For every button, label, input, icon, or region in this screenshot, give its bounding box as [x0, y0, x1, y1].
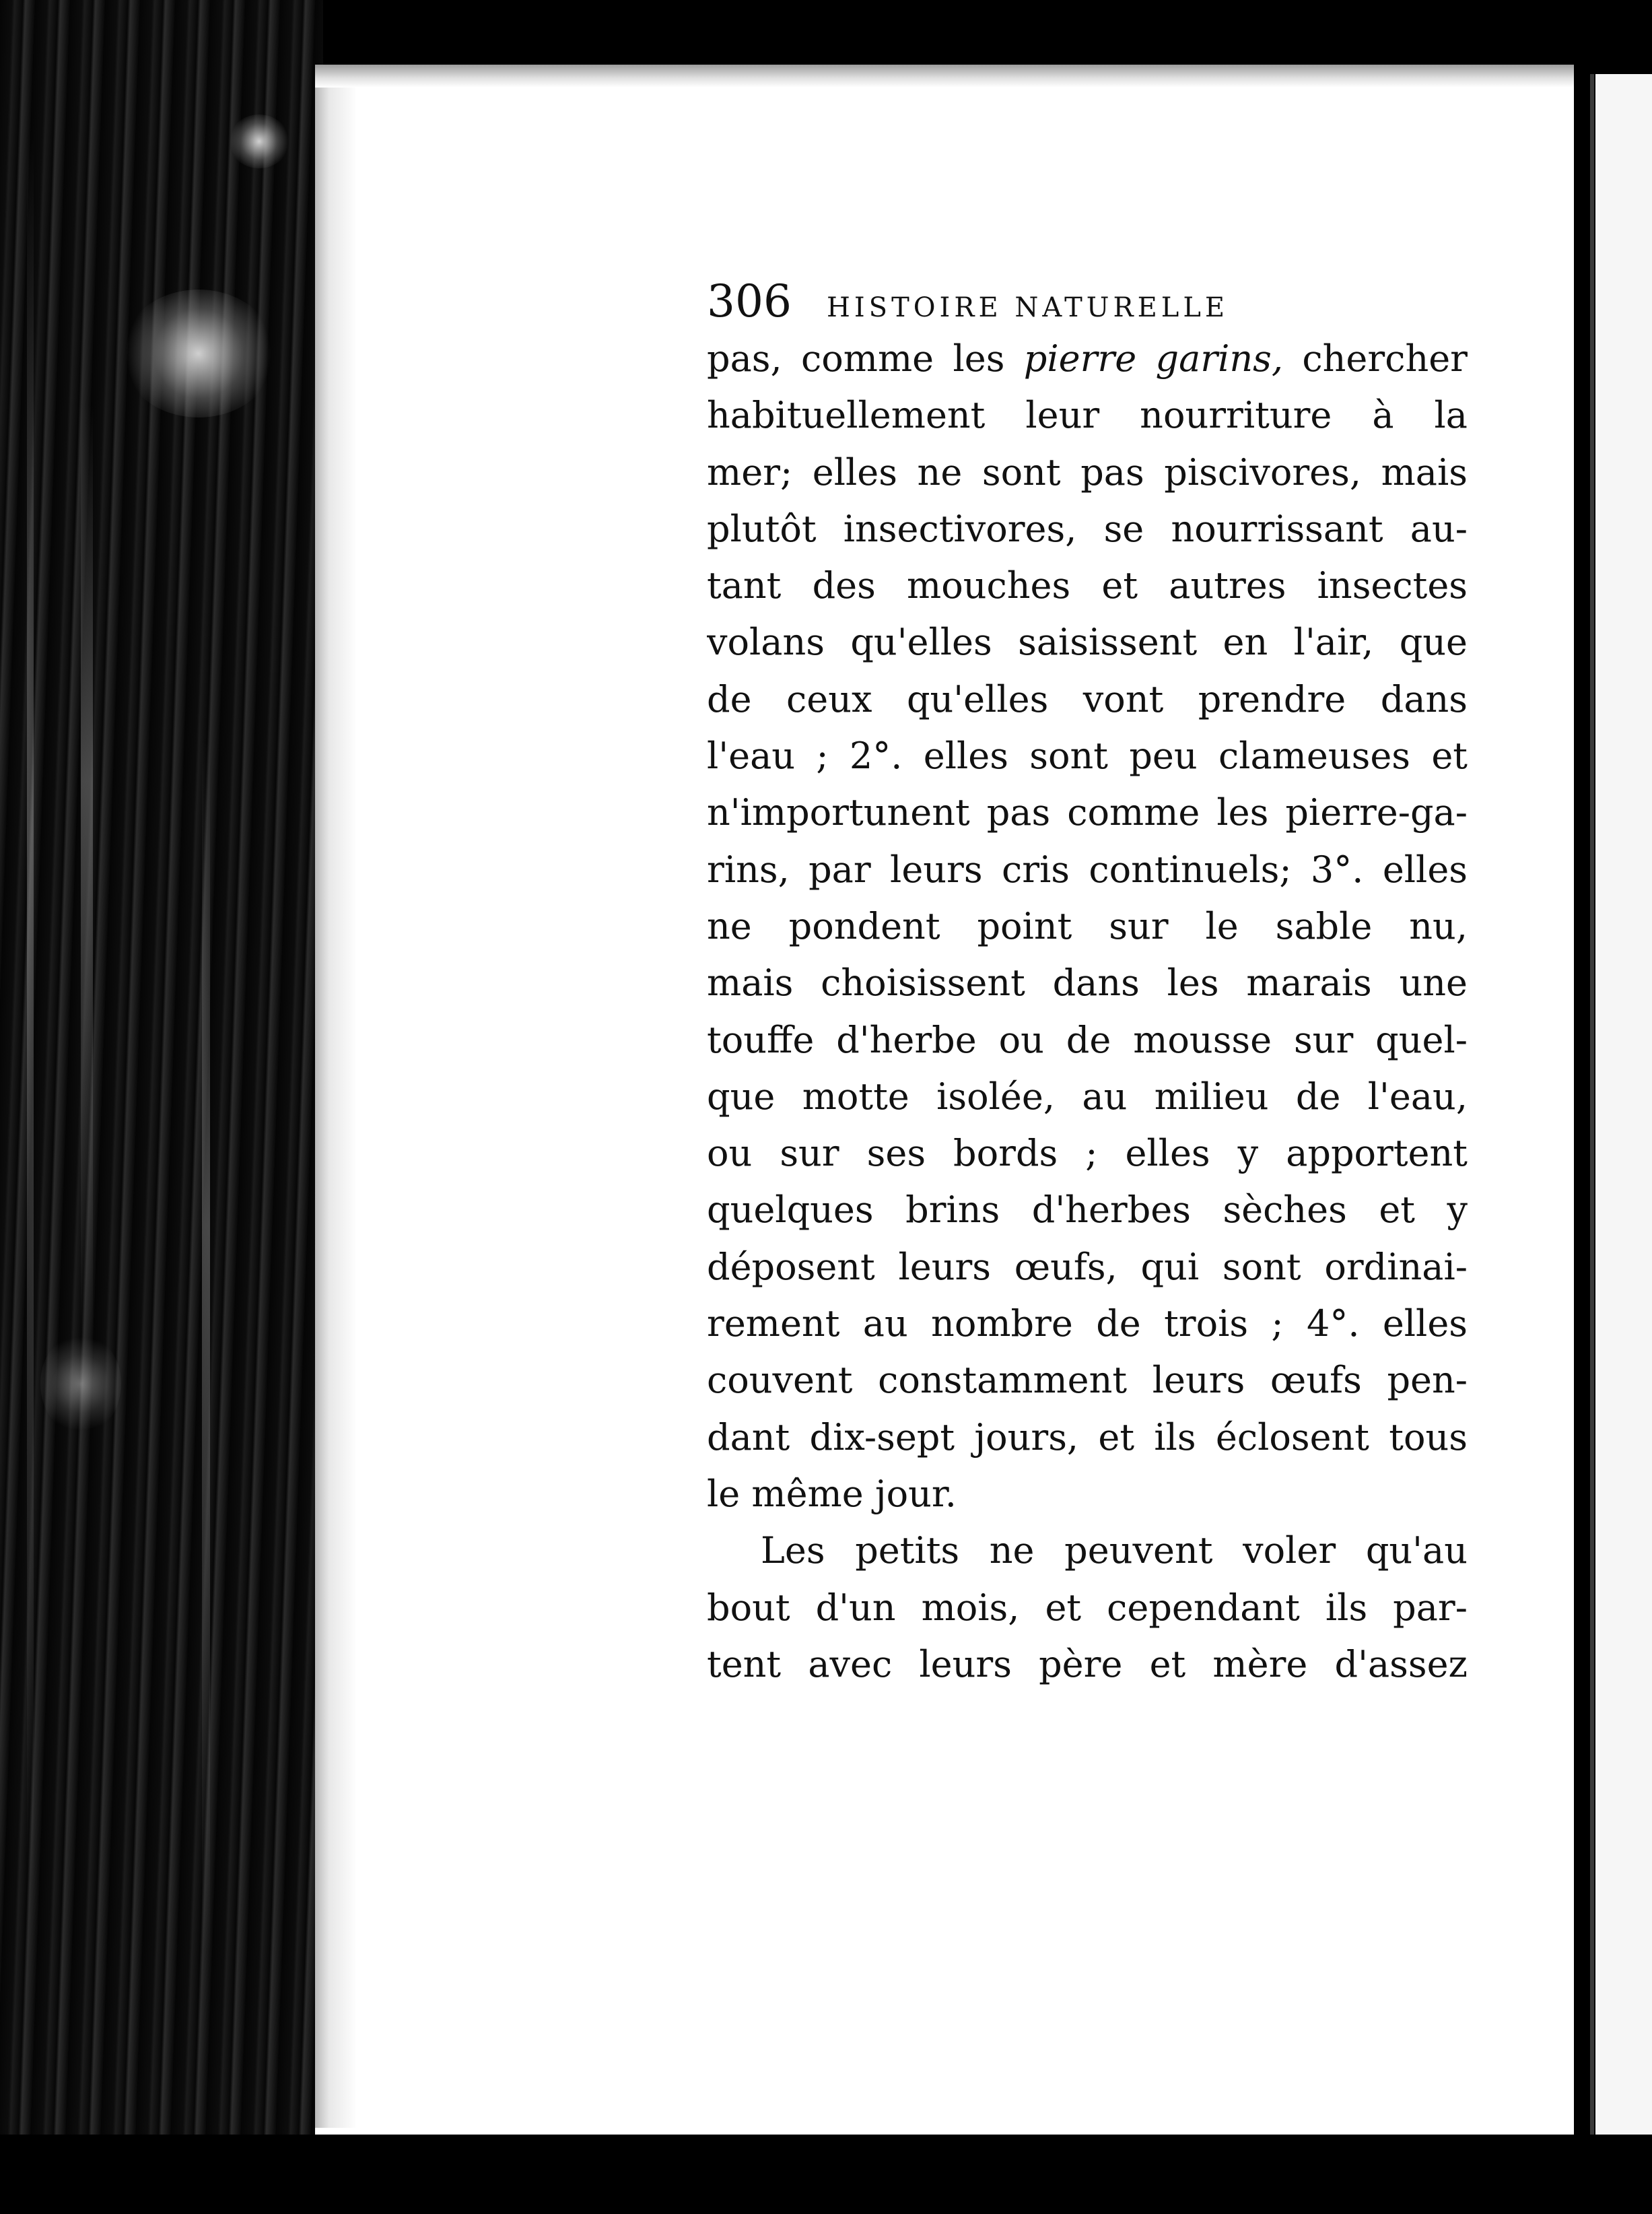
- page-text: [707, 273, 1468, 1693]
- text-run: rement au nombre de trois ; 4°. elles: [707, 1302, 1468, 1345]
- italic-text-run: pierre garins,: [1023, 337, 1284, 380]
- text-line: [707, 728, 1468, 784]
- text-line: [707, 614, 1468, 671]
- text-line: [707, 387, 1468, 444]
- cover-stain: [121, 290, 276, 417]
- text-line: [707, 1239, 1468, 1296]
- text-line: [707, 955, 1468, 1011]
- text-run: mer; elles ne sont pas piscivores, mais: [707, 450, 1468, 494]
- text-run: n'importunent pas comme les pierre-ga-: [707, 791, 1468, 834]
- text-line: [707, 501, 1468, 558]
- text-line: [707, 1522, 1468, 1579]
- text-line: [707, 1012, 1468, 1069]
- text-line: [707, 1409, 1468, 1466]
- text-line: [707, 671, 1468, 728]
- text-line: [707, 1352, 1468, 1409]
- text-run: ou sur ses bords ; elles y apportent: [707, 1132, 1468, 1175]
- cover-stain: [40, 1333, 121, 1434]
- bottom-dark-band: [0, 2135, 1652, 2214]
- text-line: [707, 1069, 1468, 1125]
- next-page-border: [1590, 74, 1594, 2135]
- text-run: de ceux qu'elles vont prendre dans: [707, 677, 1468, 720]
- text-run: touffe d'herbe ou de mousse sur quel-: [707, 1018, 1468, 1061]
- text-run: couvent constamment leurs œufs pen-: [707, 1359, 1468, 1402]
- text-run: mais choisissent dans les marais une: [707, 962, 1468, 1005]
- text-line: [707, 1466, 1468, 1522]
- text-run: ne pondent point sur le sable nu,: [707, 904, 1468, 947]
- text-line: [707, 898, 1468, 955]
- cover-streak: [27, 135, 34, 1885]
- cover-streak: [202, 741, 210, 1953]
- text-run: quelques brins d'herbes sèches et y: [707, 1188, 1468, 1232]
- text-run: dant dix-sept jours, et ils éclosent tous: [707, 1415, 1468, 1458]
- text-run: que motte isolée, au milieu de l'eau,: [707, 1075, 1468, 1118]
- text-line: [707, 1125, 1468, 1182]
- text-run: bout d'un mois, et cependant ils par-: [707, 1586, 1468, 1629]
- text-line: [707, 1636, 1468, 1693]
- text-run: le même jour.: [707, 1472, 957, 1515]
- running-head-title: HISTOIRE NATURELLE: [826, 292, 1229, 323]
- text-line: [707, 1580, 1468, 1636]
- text-line: [707, 1296, 1468, 1352]
- text-run: l'eau ; 2°. elles sont peu clameuses et: [707, 735, 1468, 778]
- next-page-edge: [1595, 74, 1652, 2135]
- page-gutter-shadow: [315, 88, 355, 2128]
- cover-stain: [229, 114, 289, 168]
- text-run: chercher: [1283, 337, 1468, 380]
- text-line: [707, 842, 1468, 898]
- text-run: pas, comme les: [707, 337, 1024, 380]
- text-run: volans qu'elles saisissent en l'air, que: [707, 621, 1468, 664]
- text-line: [707, 331, 1468, 387]
- text-run: tent avec leurs père et mère d'assez: [707, 1642, 1468, 1685]
- page-number: 306: [707, 275, 792, 327]
- text-run: habituellement leur nourriture à la: [707, 394, 1468, 437]
- text-run: plutôt insectivores, se nourrissant au-: [707, 507, 1468, 550]
- text-line: [707, 444, 1468, 501]
- text-line: [707, 558, 1468, 614]
- page-top-edge: [315, 65, 1574, 88]
- text-run: rins, par leurs cris continuels; 3°. elles: [707, 848, 1468, 891]
- text-run: déposent leurs œufs, qui sont ordinai-: [707, 1245, 1468, 1288]
- body-text: [707, 331, 1468, 1693]
- text-run: tant des mouches et autres insectes: [707, 564, 1468, 607]
- cover-streak: [81, 404, 93, 1347]
- text-line: [707, 1182, 1468, 1238]
- text-run: Les petits ne peuvent voler qu'au: [761, 1529, 1468, 1572]
- text-line: [707, 784, 1468, 841]
- running-head: [707, 273, 1468, 331]
